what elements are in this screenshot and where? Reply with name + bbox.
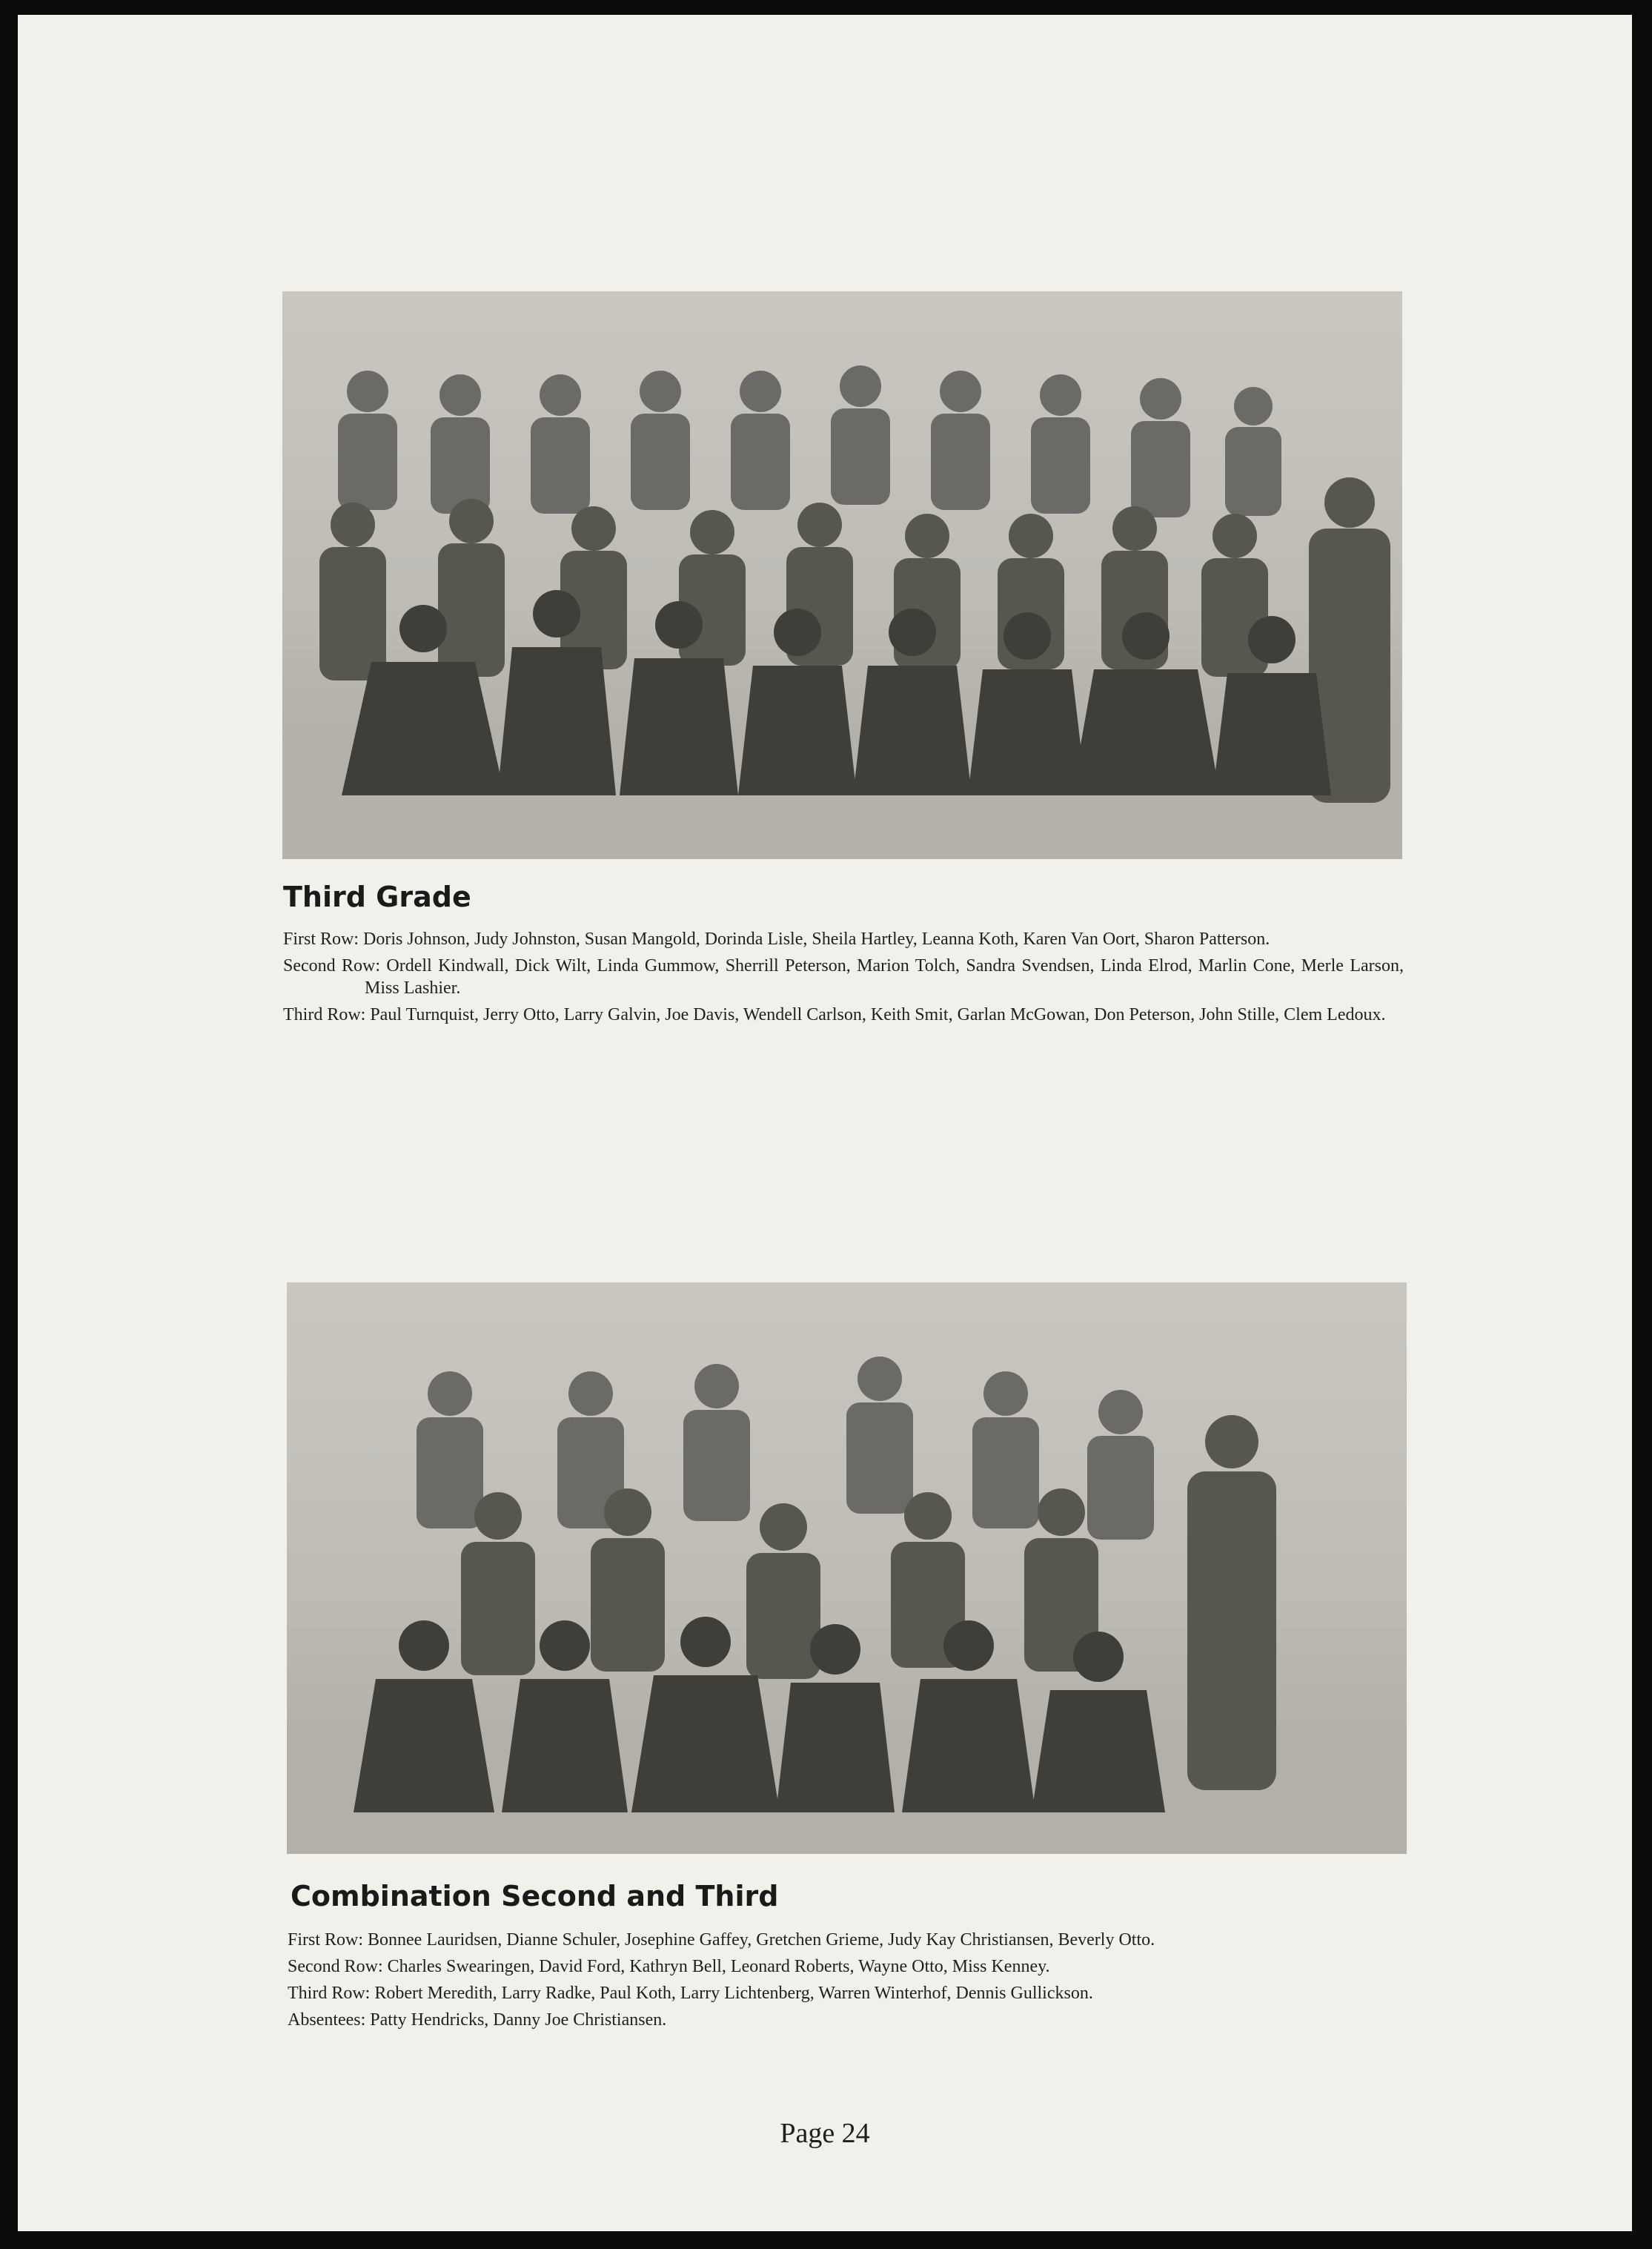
combination-second-third-class-photo (287, 1282, 1407, 1854)
caption-absentees: Absentees: Patty Hendricks, Danny Joe Christiansen. (288, 2010, 667, 2030)
yearbook-page (18, 15, 1632, 2231)
caption-third-row: Third Row: Robert Meredith, Larry Radke, Paul Koth, Larry Lichtenberg, Warren Winterhof, Dennis Gullickson. (288, 1984, 1093, 2003)
caption-first-row: First Row: Doris Johnson, Judy Johnston, Susan Mangold, Dorinda Lisle, Sheila Hartley, Leanna Koth, Karen Van Oort, Sharon Patterson. (283, 930, 1270, 949)
photo-placeholder-graphic (287, 1282, 1407, 1854)
caption-second-row: Second Row: Charles Swearingen, David Ford, Kathryn Bell, Leonard Roberts, Wayne Otto, Miss Kenney. (288, 1957, 1050, 1976)
page-number: Page 24 (780, 2118, 870, 2149)
combination-second-third-caption (288, 1929, 1410, 2036)
photo-placeholder-graphic (282, 291, 1402, 859)
caption-first-row: First Row: Bonnee Lauridsen, Dianne Schuler, Josephine Gaffey, Gretchen Grieme, Judy Kay Christiansen, Beverly Otto. (288, 1930, 1155, 1950)
section-title-combination-second-third: Combination Second and Third (291, 1880, 779, 1912)
third-grade-caption (283, 928, 1404, 1030)
section-title-third-grade: Third Grade (283, 881, 471, 913)
caption-second-row: Second Row: Ordell Kindwall, Dick Wilt, Linda Gummow, Sherrill Peterson, Marion Tolch, Sandra Svendsen, Linda Elrod, Marlin Cone, Merle Larson, Miss Lashier. (283, 956, 1404, 998)
caption-third-row: Third Row: Paul Turnquist, Jerry Otto, Larry Galvin, Joe Davis, Wendell Carlson, Keith Smit, Garlan McGowan, Don Peterson, John Stille, Clem Ledoux. (283, 1005, 1386, 1024)
third-grade-class-photo (282, 291, 1402, 859)
